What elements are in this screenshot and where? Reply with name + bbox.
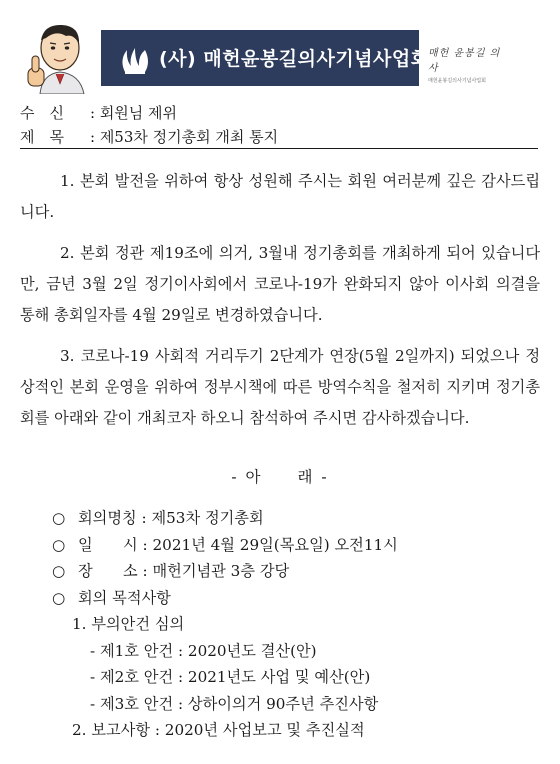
organization-banner	[101, 30, 430, 86]
agenda-item-1: - 제1호 안건 : 2020년도 결산(안)	[90, 641, 317, 660]
recipient-row	[20, 101, 540, 125]
bullet-circle: ○	[52, 562, 66, 580]
datetime-text: 일 시 : 2021년 4월 29일(목요일) 오전11시	[78, 535, 398, 554]
detail-purpose	[52, 585, 398, 612]
paragraph-3: 3. 코로나-19 사회적 거리두기 2단계가 연장(5월 2일까지) 되었으나 정상적인 본회 운영을 위하여 정부시책에 따른 방역수칙을 철저히 지키며 정기총회를 아래와 같이 개최코자 하오니 참석하여 주시면 감사하겠습니다.	[20, 347, 540, 427]
bullet-circle: ○	[52, 535, 66, 554]
cartoon-avatar-thumbs-up	[22, 18, 98, 94]
purpose-text: 회의 목적사항	[78, 588, 171, 607]
letterhead	[0, 0, 560, 96]
document-meta	[20, 101, 540, 149]
agenda-heading: 1. 부의안건 심의	[72, 615, 185, 633]
organization-name: (사) 매헌윤봉길의사기념사업회	[159, 48, 430, 70]
flame-logo-icon	[117, 40, 153, 76]
meeting-details	[52, 505, 398, 744]
place-text: 장 소 : 매헌기념관 3층 강당	[78, 562, 290, 580]
detail-meeting-name	[52, 505, 398, 532]
agenda-item-2: - 제2호 안건 : 2021년도 사업 및 예산(안)	[90, 668, 371, 686]
paragraph-2: 2. 본회 정관 제19조에 의거, 3월내 정기총회를 개최하게 되어 있습니다만, 금년 3월 2일 정기이사회에서 코로나-19가 완화되지 않아 이사회 의결을 통해 총회일자를 4월 29일로 변경하였습니다.	[20, 244, 540, 324]
bullet-circle: ○	[52, 509, 66, 527]
recipient-value: : 회원님 제위	[90, 104, 178, 122]
recipient-label: 수 신	[20, 104, 64, 122]
subject-label: 제 목	[20, 128, 64, 146]
letter-body	[20, 166, 540, 444]
bullet-circle: ○	[52, 588, 66, 607]
subject-row	[20, 125, 540, 149]
section-title: - 아 래 -	[231, 468, 329, 486]
detail-place	[52, 558, 398, 585]
subject-value: : 제53차 정기총회 개최 통지	[90, 128, 279, 146]
report-item: 2. 보고사항 : 2020년 사업보고 및 추진실적	[72, 721, 365, 739]
agenda-item-3: - 제3호 안건 : 상하이의거 90주년 추진사항	[90, 694, 379, 713]
signature-text: 매헌 윤봉길 의사	[428, 48, 501, 74]
paragraph-1: 1. 본회 발전을 위하여 항상 성원해 주시는 회원 여러분께 깊은 감사드립니다.	[20, 172, 540, 221]
header-divider	[20, 148, 538, 149]
detail-datetime	[52, 532, 398, 559]
signature-subtext: 매헌윤봉길의사기념사업회	[428, 78, 486, 84]
meeting-name-text: 회의명칭 : 제53차 정기총회	[78, 509, 264, 527]
handwritten-signature	[428, 44, 508, 84]
